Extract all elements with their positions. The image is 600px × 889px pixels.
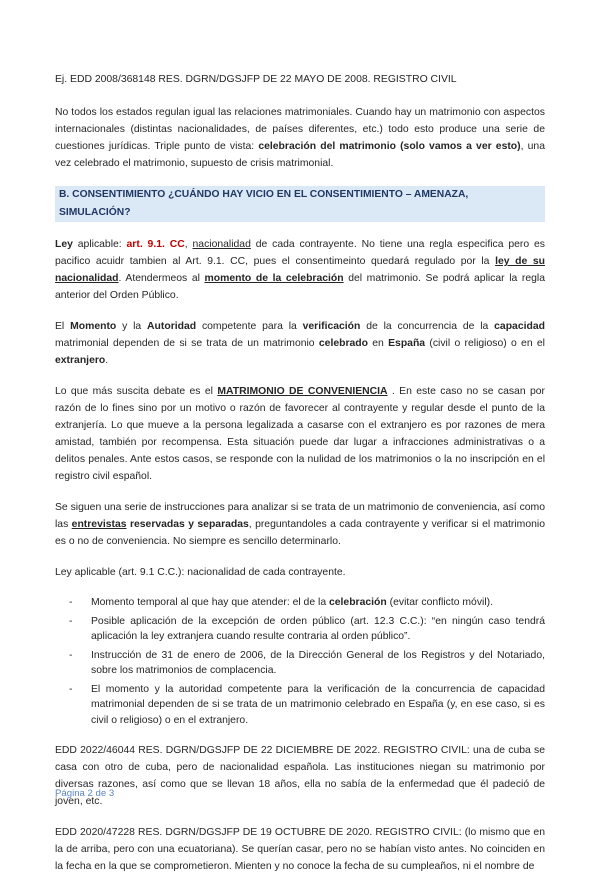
matrimonio-conveniencia-emphasis: MATRIMONIO DE CONVENIENCIA [217, 386, 388, 397]
ley-text: , [184, 239, 193, 250]
conveniencia-text: . En este caso no se casan por razón de lo fines sino por un motivo o razón de favorecer al contrayente y regular desde el punto de la extranjería. Lo que mueve a la persona legalizada a casarse con el extranjero es por razones de mera amistad, también por recompensa. Esta situación puede dar lugar a infracciones administrativas o a delitos penales. Ante estos casos, se responde con la nulidad de los matrimonios o la no inscripción en el registro civil español. [55, 386, 546, 482]
list-item [91, 595, 545, 611]
momento-text: . [105, 355, 109, 366]
momento-text: competente para la [196, 321, 303, 332]
list-item: - Posible aplicación de la excepción de orden público (art. 12.3 C.C.): “en ningún caso tendrá aplicación la ley extranjera cuando resulte contraria al orden público”. [91, 614, 545, 645]
instrucciones-text: Se siguen una serie de instrucciones para analizar si se trata de un matrimonio de conveniencia, así como las [55, 502, 545, 530]
capacidad-bold: capacidad [494, 321, 545, 332]
momento-bold: Momento [70, 321, 117, 332]
momento-text: y la [116, 321, 148, 332]
ley-nacionalidad-emphasis: ley de su nacionalidad [55, 256, 545, 284]
ley-text: del matrimonio. Se podrá aplicar la regla anterior del Orden Público. [55, 273, 546, 301]
section-heading-b: B. CONSENTIMIENTO ¿CUÁNDO HAY VICIO EN EL CONSENTIMIENTO – AMENAZA, SIMULACIÓN? [55, 186, 545, 222]
momento-text: de la concurrencia de la [360, 321, 495, 332]
extranjero-bold: extranjero [55, 355, 106, 366]
espana-bold: España [388, 338, 426, 349]
autoridad-bold: Autoridad [147, 321, 197, 332]
ley-text: . Atendermeos al [118, 273, 205, 284]
instrucciones-paragraph [55, 499, 545, 550]
list-item: - Instrucción de 31 de enero de 2006, de la Dirección General de los Registros y del Notariado, sobre los matrimonios de complacencia. [91, 648, 545, 679]
criteria-list [55, 595, 545, 728]
intro-bold: celebración del matrimonio (solo vamos a ver esto) [258, 141, 521, 152]
ley-text: aplicable: [72, 239, 127, 250]
intro-text-end: , una vez celebrado el matrimonio, supuesto de crisis matrimonial. [55, 141, 545, 169]
ley-bold: Ley [55, 239, 73, 250]
instrucciones-text: , preguntandoles a cada contrayente y verificar si el matrimonio es o no de conveniencia. No siempre es sencillo determinarlo. [55, 519, 545, 547]
momento-text: (civil o religioso) o en el [425, 338, 545, 349]
applicable-law-paragraph [55, 236, 545, 304]
intro-paragraph [55, 104, 545, 172]
nacionalidad-underlined: nacionalidad [192, 239, 251, 250]
list-item: - El momento y la autoridad competente para la verificación de la concurrencia de capacidad matrimonial dependen de si se trata de un matrimonio celebrado en España (y, en ese caso, si es civil o religioso) o en el extranjero. [91, 682, 545, 729]
matrimonio-conveniencia-paragraph [55, 383, 545, 485]
page-body [55, 71, 545, 889]
reservadas-separadas-bold: reservadas y separadas [129, 519, 249, 530]
celebrado-bold: celebrado [318, 338, 368, 349]
conveniencia-text: Lo que más suscita debate es el [55, 386, 218, 397]
ley-text: de cada contrayente. No tiene una regla especifica pero es pacifico acuidr tambien al Art. 9.1. CC, pues el consentimeinto quedará regulado por la [55, 239, 545, 267]
momento-text: en [367, 338, 389, 349]
celebracion-bold: celebración [328, 597, 387, 608]
momento-text: matrimonial dependen de si se trata de un matrimonio [55, 338, 319, 349]
list-item-text: (evitar conflicto móvil). [386, 597, 493, 608]
case-reference-2020: EDD 2020/47228 RES. DGRN/DGSJFP DE 19 OCTUBRE DE 2020. REGISTRO CIVIL: (lo mismo que en la de arriba, pero con una ecuatoriana). Se querían casar, pero no se habían visto antes. No coinciden en la fecha en la que se comprometieron. Mienten y no conoce la fecha de su cumpleaños, ni el nombre de [55, 827, 545, 872]
case-reference-2022: EDD 2022/46044 RES. DGRN/DGSJFP DE 22 DICIEMBRE DE 2022. REGISTRO CIVIL: una de cuba se casa con otro de cuba, pero de nacionalidad española. Las instituciones niegan su matrimonio por diversas razones, así como que se llevan 18 años, ella no sabía de la enfermedad que él padeció de joven, etc. [55, 745, 545, 807]
case-reference-2008: Ej. EDD 2008/368148 RES. DGRN/DGSJFP DE 22 MAYO DE 2008. REGISTRO CIVIL [55, 74, 457, 85]
entrevistas-emphasis: entrevistas [71, 519, 127, 530]
ley-aplicable-line: Ley aplicable (art. 9.1 C.C.): nacionalidad de cada contrayente. [55, 567, 346, 578]
article-ref-red: art. 9.1. CC [126, 239, 185, 250]
verificacion-bold: verificación [302, 321, 361, 332]
page-number-footer: Página 2 de 3 [55, 788, 115, 799]
momento-autoridad-paragraph [55, 318, 545, 369]
momento-celebracion-emphasis: momento de la celebración [204, 273, 344, 284]
intro-text: No todos los estados regulan igual las relaciones matrimoniales. Cuando hay un matrimonio con aspectos internacionales (distintas nacionalidades, de países diferentes, etc.) todo esto produce una serie de cuestiones jurídicas. Triple punto de vista: [55, 107, 545, 152]
momento-text: El [55, 321, 71, 332]
list-item-text: Momento temporal al que hay que atender: el de la [91, 597, 329, 608]
